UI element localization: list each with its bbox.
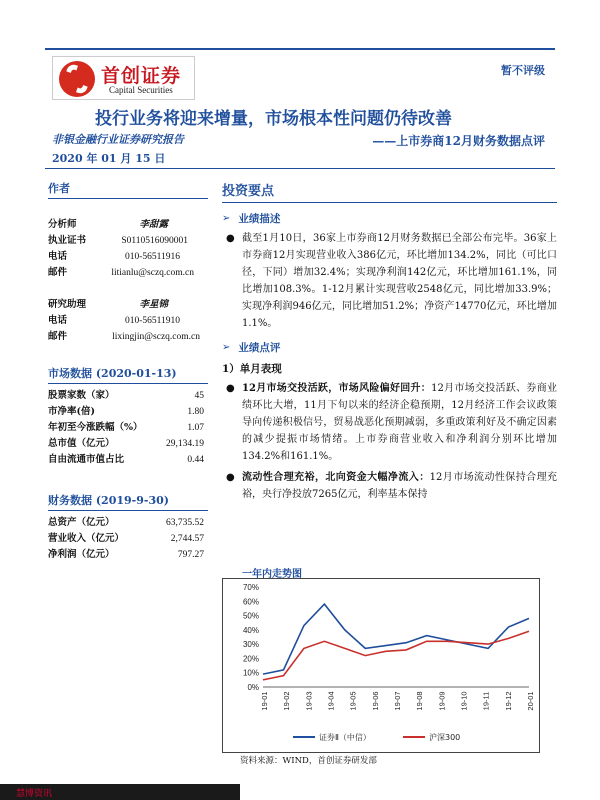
header-divider [45,168,555,169]
legend-label: 沪深300 [429,733,461,742]
trend-chart-svg [223,579,539,752]
y-tick-label: 30% [242,640,259,650]
header-top-rule [45,48,555,50]
report-subtitle: ——上市券商12月财务数据点评 [372,134,545,148]
email-label: 邮件 [48,267,68,278]
market-data-value: 45 [194,391,204,401]
paragraph-market-activity [222,380,557,465]
finance-data-value: 2,744.57 [170,534,204,544]
paragraph-liquidity-text: 12月市场流动性保持合理充裕，央行净投放7265亿元，利率基本保持 [242,472,558,500]
market-heading-text: 市场数据 [48,367,92,380]
subhead-performance-desc [222,211,557,226]
market-data-value: 1.07 [187,423,204,433]
market-data-row [48,420,208,436]
arrow-right-icon: ➢ [222,213,231,224]
market-data-label: 股票家数（家） [48,390,115,401]
market-data-row [48,388,208,404]
x-tick-label: 19-04 [326,691,336,711]
finance-data-row [48,531,208,547]
investment-heading: 投资要点 [222,180,557,203]
bullet-icon: ● [226,233,235,244]
trend-chart [222,578,540,753]
finance-data-label: 总资产（亿元） [48,517,115,528]
report-type: 非银金融行业证券研究报告 [52,133,184,146]
paragraph-liquidity-lead: 流动性合理充裕，北向资金大幅净流入： [242,472,430,483]
market-data-label: 年初至今涨跌幅（%） [48,422,143,433]
logo-mark-icon [59,61,95,97]
email2-link[interactable]: lixingjin@sczq.com.cn [112,332,200,342]
email2-label: 邮件 [48,331,68,342]
market-data-label: 自由流通市值占比 [48,454,125,465]
market-heading-date: (2020-01-13) [95,367,177,380]
phone2-number: 010-56511910 [124,316,180,326]
y-tick-label: 60% [242,597,259,607]
paragraph-performance-desc-text: 截至1月10日，36家上市券商12月财务数据已全部公布完毕。36家上市券商12月实现营业收入386亿元，环比增加134.2%，同比（可比口径，下同）增加32.4%；实现净利润142亿元，环比增加161.1%，同比增加108.3%。1-12月累计实现营收2548亿元，同比增加33.9%；实现净利润946亿元，同比增加51.2%；净资产14770亿元，环比增加1.1%。 [242,233,557,329]
series-line-1 [263,631,529,680]
finance-data-table [48,515,208,563]
monthly-performance-heading: 1）单月表现 [222,363,282,375]
finance-data-label: 净利润（亿元） [48,549,115,560]
x-tick-label: 19-09 [437,691,447,711]
finance-data-heading [48,492,208,511]
email2-row [48,329,208,345]
legend-label: 证券Ⅱ（中信） [319,733,371,742]
left-sidebar [48,180,208,563]
email-link[interactable]: litianlu@sczq.com.cn [111,268,194,278]
market-data-row [48,436,208,452]
subhead-performance-review-text: 业绩点评 [238,342,281,354]
market-data-table [48,388,208,468]
market-data-label: 市净率(倍) [48,406,95,417]
investment-highlights [222,180,557,503]
logo-text-en: Capital Securities [109,85,173,95]
analyst-name: 李甜露 [139,219,168,230]
y-tick-label: 20% [242,654,259,664]
market-data-value: 0.44 [187,455,204,465]
subhead-performance-review [222,340,557,355]
y-tick-label: 0% [247,683,259,692]
market-data-value: 29,134.19 [166,439,204,449]
phone2-row [48,313,208,329]
finance-heading-text: 财务数据 [48,494,92,507]
finance-data-row [48,515,208,531]
rating-badge: 暂不评级 [501,64,545,77]
x-tick-label: 19-01 [260,691,269,711]
market-data-value: 1.80 [187,407,204,417]
paragraph-performance-desc [222,230,557,332]
finance-data-label: 营业收入（亿元） [48,533,125,544]
footer-watermark: 慧博资讯 [16,789,53,799]
email-row [48,265,208,281]
phone-number: 010-56511916 [124,252,180,262]
analyst-label: 分析师 [48,219,77,230]
author-heading: 作者 [48,180,208,199]
license-label: 执业证书 [48,235,87,246]
phone2-label: 电话 [48,315,68,326]
x-tick-label: 19-02 [282,691,292,711]
assistant-label: 研究助理 [48,299,87,310]
assistant-row [48,297,208,313]
finance-heading-date: (2019-9-30) [95,494,169,507]
market-data-row [48,404,208,420]
arrow-right-icon: ➢ [222,342,231,353]
bullet-icon: ● [226,383,235,394]
paragraph-liquidity [222,469,557,503]
paragraph-market-activity-lead: 12月市场交投活跃，市场风险偏好回升： [242,383,432,394]
finance-data-value: 797.27 [177,550,204,560]
y-tick-label: 40% [242,625,259,635]
x-tick-label: 19-06 [370,691,380,711]
finance-data-value: 63,735.52 [166,518,204,528]
license-number: S0110516090001 [121,236,188,246]
finance-data-row [48,547,208,563]
report-title: 投行业务将迎来增量，市场根本性问题仍待改善 [95,109,452,129]
paragraph-market-activity-text: 12月市场交投活跃、券商业绩环比大增，11月下旬以来的经济企稳预期，12月经济工作会议政策导向传递积极信号，贸易战恶化预期减弱，多重政策利好及不确定因素的减少提振市场情绪。上市券商营业收入和净利润分别环比增加134.2%和161.1%。 [242,383,557,462]
bullet-icon: ● [226,472,235,483]
chart-title: 一年内走势图 [242,569,302,580]
market-data-label: 总市值（亿元） [48,438,115,449]
report-date: 2020 年 01 月 15 日 [52,152,166,165]
x-tick-label: 19-11 [481,691,491,711]
assistant-name: 李星锦 [139,299,168,310]
chart-source: 资料来源：WIND，首创证券研发部 [240,756,377,766]
analyst-row [48,217,208,233]
logo-text-cn: 首创证券 [101,65,182,87]
company-logo [52,56,195,100]
y-tick-label: 10% [242,668,259,678]
phone-row [48,249,208,265]
license-row [48,233,208,249]
series-line-0 [263,604,529,674]
x-tick-label: 19-05 [348,691,358,711]
subhead-performance-desc-text: 业绩描述 [238,213,281,225]
market-data-row [48,452,208,468]
market-data-heading [48,365,208,384]
x-tick-label: 19-10 [459,691,469,711]
x-tick-label: 20-01 [526,691,535,711]
y-tick-label: 70% [242,583,259,592]
x-tick-label: 19-07 [393,691,402,711]
phone-label: 电话 [48,251,68,262]
x-tick-label: 19-03 [304,691,314,711]
x-tick-label: 19-12 [503,691,513,711]
y-tick-label: 50% [242,611,259,621]
x-tick-label: 19-08 [415,691,425,711]
